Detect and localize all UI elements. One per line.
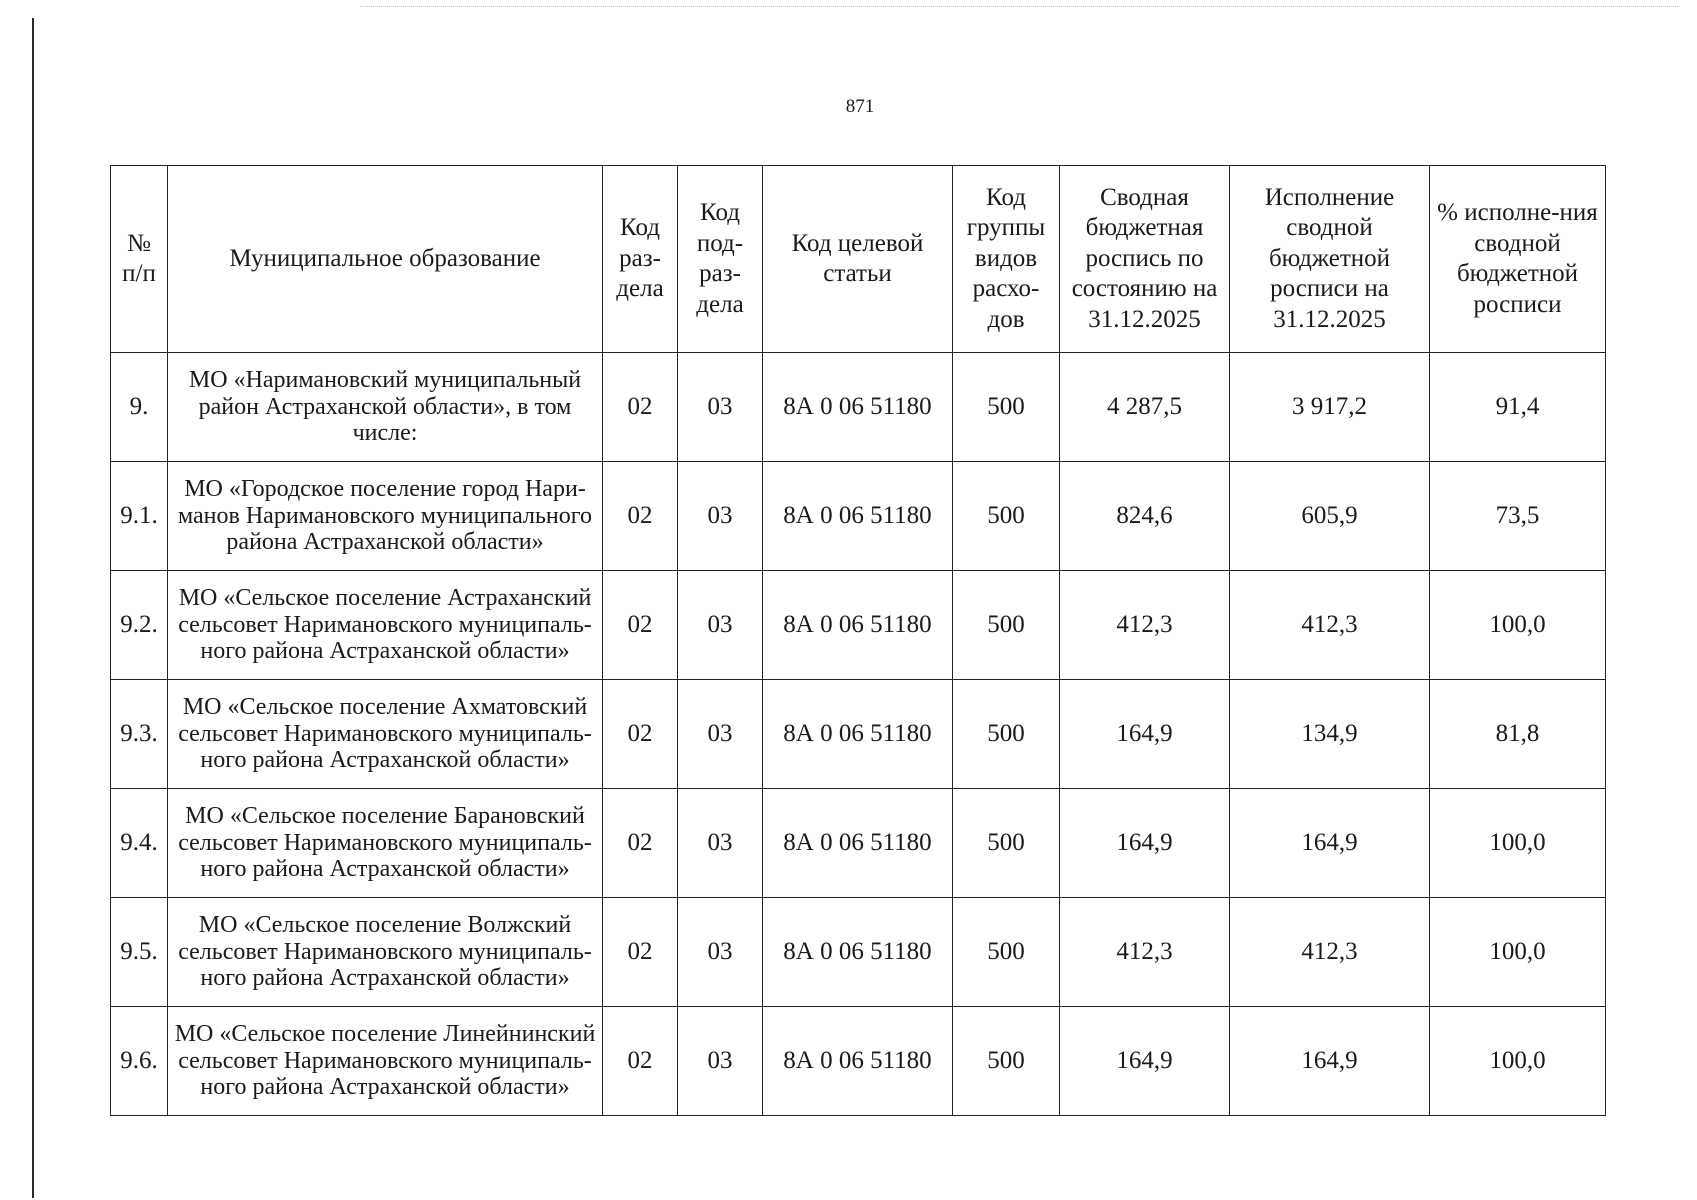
cell-section: 02: [603, 571, 678, 680]
cell-num: 9.3.: [111, 680, 168, 789]
cell-target: 8А 0 06 51180: [763, 898, 953, 1007]
header-planned-budget: Сводная бюджетная роспись по состоянию на 31.12.2025: [1060, 166, 1230, 353]
cell-target: 8А 0 06 51180: [763, 1007, 953, 1116]
cell-subsection: 03: [678, 1007, 763, 1116]
cell-subsection: 03: [678, 462, 763, 571]
cell-group: 500: [953, 1007, 1060, 1116]
cell-municipality: МО «Городское поселение город Нари-манов Наримановского муниципального района Астраханской области»: [168, 462, 603, 571]
cell-section: 02: [603, 680, 678, 789]
cell-num: 9.5.: [111, 898, 168, 1007]
cell-percent: 100,0: [1430, 789, 1606, 898]
table-row: [111, 1007, 1606, 1116]
cell-group: 500: [953, 680, 1060, 789]
cell-group: 500: [953, 789, 1060, 898]
cell-executed: 164,9: [1230, 789, 1430, 898]
table-row: [111, 680, 1606, 789]
cell-municipality: МО «Сельское поселение Барановский сельсовет Наримановского муниципаль-ного района Астраханской области»: [168, 789, 603, 898]
cell-num: 9.4.: [111, 789, 168, 898]
cell-target: 8А 0 06 51180: [763, 789, 953, 898]
table-row: [111, 353, 1606, 462]
table-row: [111, 898, 1606, 1007]
cell-executed: 412,3: [1230, 898, 1430, 1007]
cell-planned: 824,6: [1060, 462, 1230, 571]
cell-section: 02: [603, 898, 678, 1007]
cell-section: 02: [603, 789, 678, 898]
header-section-code: Код раз-дела: [603, 166, 678, 353]
header-target-code: Код целевой статьи: [763, 166, 953, 353]
cell-percent: 73,5: [1430, 462, 1606, 571]
cell-planned: 164,9: [1060, 1007, 1230, 1116]
cell-planned: 164,9: [1060, 789, 1230, 898]
header-expense-group-code: Код группы видов расхо-дов: [953, 166, 1060, 353]
cell-subsection: 03: [678, 898, 763, 1007]
cell-num: 9.2.: [111, 571, 168, 680]
cell-percent: 100,0: [1430, 898, 1606, 1007]
cell-planned: 4 287,5: [1060, 353, 1230, 462]
cell-percent: 100,0: [1430, 571, 1606, 680]
scan-artifact-dots: [360, 6, 1680, 7]
cell-municipality: МО «Сельское поселение Линейнинский сельсовет Наримановского муниципаль-ного района Астраханской области»: [168, 1007, 603, 1116]
cell-executed: 164,9: [1230, 1007, 1430, 1116]
page-edge-rule: [32, 18, 34, 1198]
cell-subsection: 03: [678, 571, 763, 680]
header-executed-budget: Исполнение сводной бюджетной росписи на 31.12.2025: [1230, 166, 1430, 353]
cell-subsection: 03: [678, 353, 763, 462]
cell-section: 02: [603, 353, 678, 462]
cell-num: 9.6.: [111, 1007, 168, 1116]
cell-municipality: МО «Сельское поселение Волжский сельсовет Наримановского муниципаль-ного района Астраханской области»: [168, 898, 603, 1007]
cell-num: 9.: [111, 353, 168, 462]
cell-group: 500: [953, 462, 1060, 571]
cell-percent: 91,4: [1430, 353, 1606, 462]
cell-target: 8А 0 06 51180: [763, 462, 953, 571]
header-num: № п/п: [111, 166, 168, 353]
cell-subsection: 03: [678, 680, 763, 789]
cell-percent: 100,0: [1430, 1007, 1606, 1116]
cell-group: 500: [953, 898, 1060, 1007]
cell-section: 02: [603, 462, 678, 571]
cell-municipality: МО «Сельское поселение Ахматовский сельсовет Наримановского муниципаль-ного района Астраханской области»: [168, 680, 603, 789]
header-execution-percent: % исполне-ния сводной бюджетной росписи: [1430, 166, 1606, 353]
table-header-row: [111, 166, 1606, 353]
cell-planned: 164,9: [1060, 680, 1230, 789]
table-row: [111, 571, 1606, 680]
cell-group: 500: [953, 353, 1060, 462]
table-row: [111, 462, 1606, 571]
cell-executed: 134,9: [1230, 680, 1430, 789]
budget-execution-table: [110, 165, 1606, 1116]
cell-percent: 81,8: [1430, 680, 1606, 789]
cell-subsection: 03: [678, 789, 763, 898]
cell-num: 9.1.: [111, 462, 168, 571]
cell-executed: 3 917,2: [1230, 353, 1430, 462]
cell-executed: 605,9: [1230, 462, 1430, 571]
header-municipality: Муниципальное образование: [168, 166, 603, 353]
cell-target: 8А 0 06 51180: [763, 680, 953, 789]
cell-group: 500: [953, 571, 1060, 680]
table-row: [111, 789, 1606, 898]
page-number: 871: [845, 96, 875, 117]
cell-municipality: МО «Наримановский муниципальный район Астраханской области», в том числе:: [168, 353, 603, 462]
cell-executed: 412,3: [1230, 571, 1430, 680]
cell-planned: 412,3: [1060, 898, 1230, 1007]
header-subsection-code: Код под-раз-дела: [678, 166, 763, 353]
cell-planned: 412,3: [1060, 571, 1230, 680]
cell-municipality: МО «Сельское поселение Астраханский сельсовет Наримановского муниципаль-ного района Астраханской области»: [168, 571, 603, 680]
cell-target: 8А 0 06 51180: [763, 571, 953, 680]
cell-target: 8А 0 06 51180: [763, 353, 953, 462]
cell-section: 02: [603, 1007, 678, 1116]
